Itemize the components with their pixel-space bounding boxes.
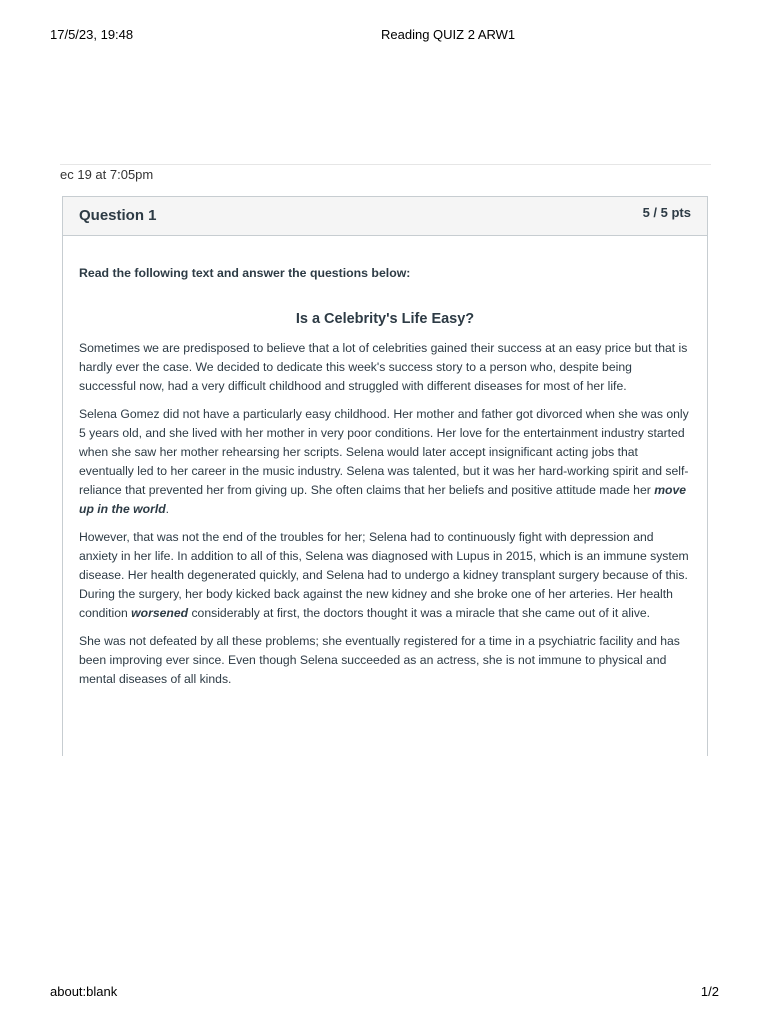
question-points: 5 / 5 pts: [642, 205, 691, 220]
print-datetime: 17/5/23, 19:48: [50, 27, 134, 42]
paragraph-text: considerably at first, the doctors thought it was a miracle that she came out of it alive.: [188, 606, 651, 620]
submission-timestamp: ec 19 at 7:05pm: [60, 167, 154, 182]
print-header: [0, 27, 768, 43]
print-page-number: 1/2: [700, 984, 719, 999]
article-title: Is a Celebrity's Life Easy?: [295, 311, 475, 327]
print-url: about:blank: [50, 984, 118, 999]
emphasized-phrase: move up in the world: [79, 483, 687, 516]
question-name: Question 1: [79, 207, 157, 224]
paragraph-text: However, that was not the end of the troubles for her; Selena had to continuously fight with depression and anxiety in her life. In addition to all of this, Selena was diagnosed with Lupus in 2015, which is an immune system disease. Her health degenerated quickly, and Selena had to undergo a kidney transplant surgery because of this. During the surgery, her body kicked back against the new kidney and she broke one of her arteries. Her health condition: [79, 530, 689, 620]
paragraph-text: Selena Gomez did not have a particularly easy childhood. Her mother and father got divorced when she was only 5 years old, and she lived with her mother in very poor conditions. Her love for the entertainment industry started when she saw her mother rehearsing her scripts. Selena would later accept insignificant acting jobs that eventually led to her career in the music industry. Selena was talented, but it was her hard-working spirit and self-reliance that prevented her from giving up. She often claims that her beliefs and positive attitude made her: [79, 407, 689, 497]
question-header: [63, 197, 707, 236]
question-body: [63, 236, 707, 689]
article-paragraph-2: [79, 405, 691, 519]
article-paragraph-4: She was not defeated by all these problems; she eventually registered for a time in a psychiatric facility and has been improving ever since. Even though Selena succeeded as an actress, she is not immune to physical and mental diseases of all kinds.: [79, 634, 680, 686]
divider: [60, 164, 711, 165]
question-card: [62, 196, 708, 756]
paragraph-text: .: [165, 502, 170, 516]
article-paragraph-1: Sometimes we are predisposed to believe that a lot of celebrities gained their success at an easy price but that is hardly ever the case. We decided to dedicate this week's success story to a person who, despite being successful now, had a very difficult childhood and struggled with different diseases for most of her life.: [79, 341, 688, 393]
emphasized-word: worsened: [131, 606, 189, 620]
article-paragraph-3: [79, 528, 691, 623]
question-instruction: Read the following text and answer the questions below:: [79, 266, 411, 280]
print-doc-title: Reading QUIZ 2 ARW1: [381, 27, 516, 42]
